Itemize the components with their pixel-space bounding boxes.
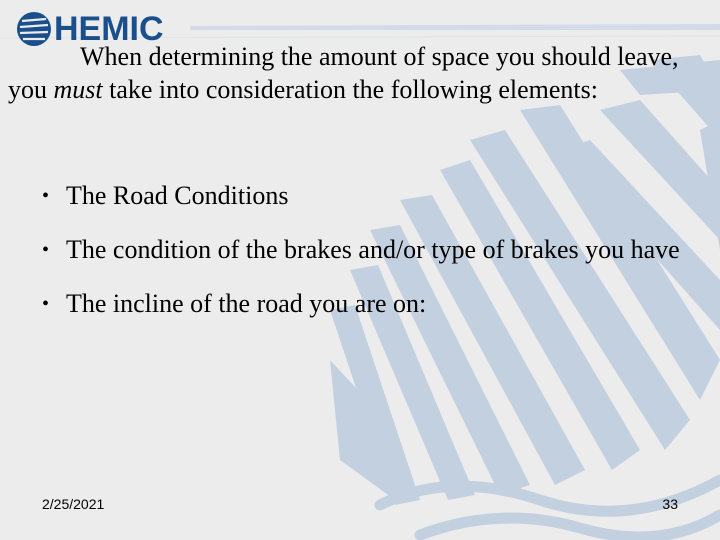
intro-part-1: When determining the amount of space you should leave, you xyxy=(8,42,679,104)
bullet-icon: • xyxy=(42,293,50,315)
bullet-icon: • xyxy=(42,239,50,261)
list-item-text: The condition of the brakes and/or type of brakes you have xyxy=(66,235,680,264)
list-item-text: The incline of the road you are on: xyxy=(66,289,427,318)
logo-text: HEMIC xyxy=(54,10,164,48)
footer-date: 2/25/2021 xyxy=(42,496,105,512)
slide-number: 33 xyxy=(662,496,678,512)
intro-paragraph xyxy=(8,40,708,106)
list-item xyxy=(42,178,682,214)
bullet-icon: • xyxy=(42,185,50,207)
list-item xyxy=(42,286,682,322)
intro-part-2: take into consideration the following elements: xyxy=(102,75,598,104)
list-item-text: The Road Conditions xyxy=(66,181,289,210)
list-item xyxy=(42,232,682,268)
bullet-list xyxy=(42,178,682,340)
intro-emphasis: must xyxy=(53,75,103,104)
